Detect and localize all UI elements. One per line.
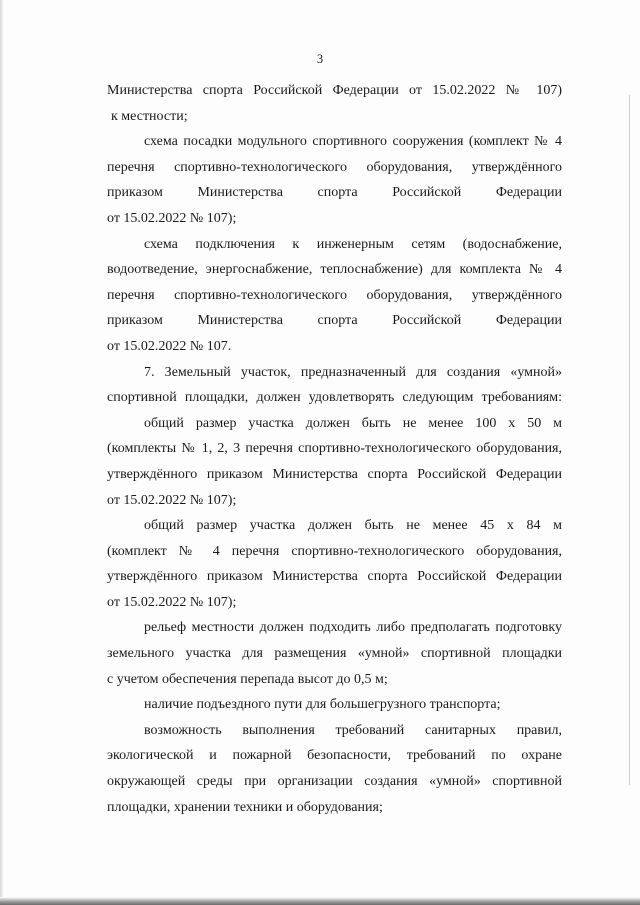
text-line: 7. Земельный участок, предназначенный для создания «умной»	[144, 364, 562, 380]
text-line: рельеф местности должен подходить либо предполагать подготовку	[144, 620, 562, 636]
text-line: перечня спортивно-технологического оборудования, утверждённого	[107, 287, 562, 303]
text-line: от 15.02.2022 № 107);	[107, 492, 237, 508]
text-line: к местности;	[111, 108, 188, 124]
text-line: площадки, хранении техники и оборудования;	[107, 799, 383, 815]
text-line: водоотведение, энергоснабжение, теплоснабжение) для комплекта № 4	[107, 262, 562, 278]
scan-right-edge	[629, 95, 630, 785]
text-line: схема посадки модульного спортивного сооружения (комплект № 4	[144, 134, 562, 150]
page-number: 3	[316, 52, 324, 66]
text-line: от 15.02.2022 № 107.	[107, 338, 232, 354]
text-line: спортивной площадки, должен удовлетворять следующим требованиям:	[107, 390, 562, 406]
text-line: общий размер участка должен быть не менее 100 х 50 м	[144, 415, 562, 431]
document-body	[107, 78, 562, 820]
text-line: с учетом обеспечения перепада высот до 0,5 м;	[107, 671, 388, 687]
text-line: земельного участка для размещения «умной» спортивной площадки	[107, 646, 562, 662]
scan-bottom-edge	[0, 897, 640, 905]
text-line: общий размер участка должен быть не менее 45 х 84 м	[144, 518, 562, 534]
scan-left-edge	[0, 0, 3, 905]
text-line: наличие подъездного пути для большегрузного транспорта;	[144, 697, 501, 713]
text-line: от 15.02.2022 № 107);	[107, 210, 237, 226]
text-line: от 15.02.2022 № 107);	[107, 594, 237, 610]
text-line: схема подключения к инженерным сетям (водоснабжение,	[144, 236, 562, 252]
text-line: приказом Министерства спорта Российской Федерации	[107, 185, 562, 201]
text-line: (комплекты № 1, 2, 3 перечня спортивно-технологического оборудования,	[107, 441, 562, 457]
text-line: экологической и пожарной безопасности, требований по охране	[107, 748, 562, 764]
text-line: окружающей среды при организации создания «умной» спортивной	[107, 774, 562, 790]
text-line: перечня спортивно-технологического оборудования, утверждённого	[107, 159, 562, 175]
text-line: Министерства спорта Российской Федерации от 15.02.2022 № 107)	[107, 83, 562, 98]
text-line: утверждённого приказом Министерства спорта Российской Федерации	[107, 569, 562, 585]
text-line: возможность выполнения требований санитарных правил,	[144, 722, 562, 738]
text-line: приказом Министерства спорта Российской Федерации	[107, 313, 562, 329]
text-line: утверждённого приказом Министерства спорта Российской Федерации	[107, 466, 562, 482]
text-line: (комплект № 4 перечня спортивно-технологического оборудования,	[107, 543, 562, 559]
